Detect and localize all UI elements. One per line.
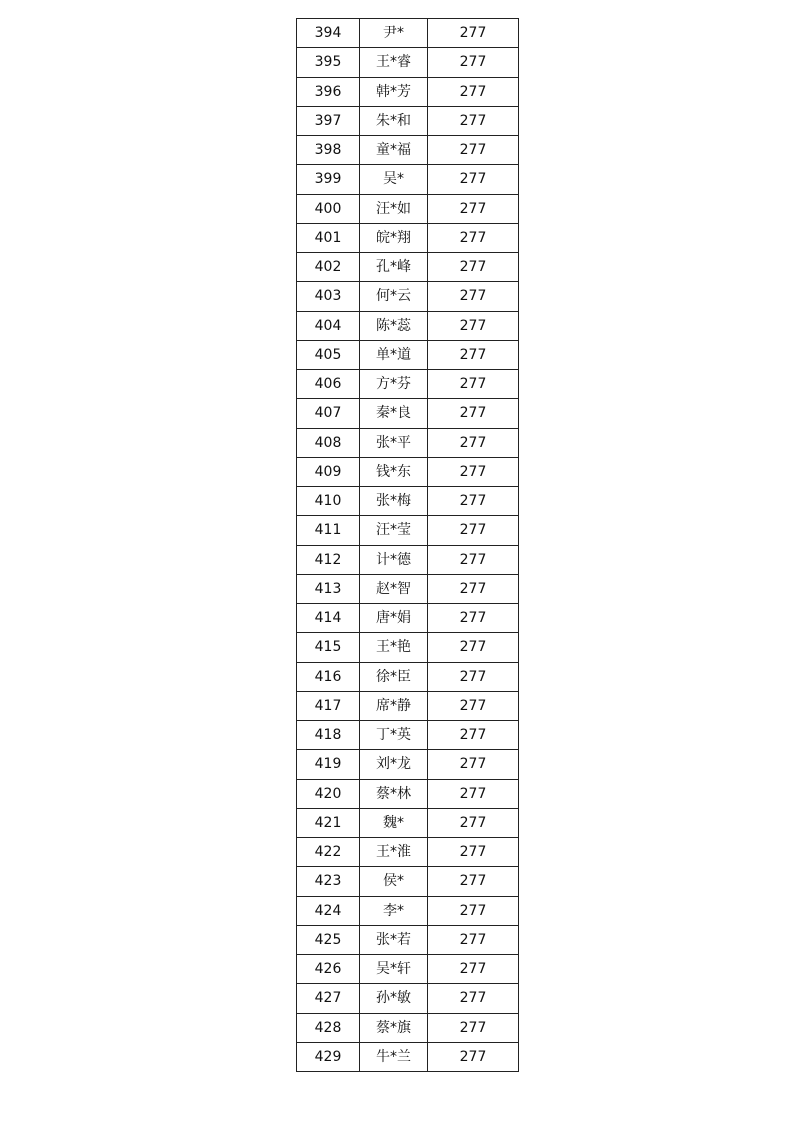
row-number-cell: 419 bbox=[297, 750, 360, 779]
score-cell: 277 bbox=[428, 574, 519, 603]
score-table bbox=[296, 18, 519, 1072]
name-cell: 侯* bbox=[360, 867, 428, 896]
name-cell: 朱*和 bbox=[360, 106, 428, 135]
name-cell: 何*云 bbox=[360, 282, 428, 311]
name-cell: 钱*东 bbox=[360, 457, 428, 486]
table-body bbox=[297, 19, 519, 1072]
table-row bbox=[297, 1013, 519, 1042]
table-row bbox=[297, 77, 519, 106]
score-cell: 277 bbox=[428, 399, 519, 428]
name-cell: 尹* bbox=[360, 19, 428, 48]
name-cell: 王*淮 bbox=[360, 838, 428, 867]
table-row bbox=[297, 311, 519, 340]
row-number-cell: 407 bbox=[297, 399, 360, 428]
row-number-cell: 395 bbox=[297, 48, 360, 77]
table-row bbox=[297, 984, 519, 1013]
table-row bbox=[297, 750, 519, 779]
row-number-cell: 425 bbox=[297, 925, 360, 954]
score-cell: 277 bbox=[428, 311, 519, 340]
score-cell: 277 bbox=[428, 808, 519, 837]
table-row bbox=[297, 838, 519, 867]
score-cell: 277 bbox=[428, 19, 519, 48]
score-cell: 277 bbox=[428, 48, 519, 77]
row-number-cell: 403 bbox=[297, 282, 360, 311]
row-number-cell: 399 bbox=[297, 165, 360, 194]
table-row bbox=[297, 604, 519, 633]
score-cell: 277 bbox=[428, 750, 519, 779]
score-cell: 277 bbox=[428, 662, 519, 691]
table-row bbox=[297, 48, 519, 77]
row-number-cell: 404 bbox=[297, 311, 360, 340]
score-cell: 277 bbox=[428, 223, 519, 252]
row-number-cell: 411 bbox=[297, 516, 360, 545]
table-row bbox=[297, 399, 519, 428]
name-cell: 韩*芳 bbox=[360, 77, 428, 106]
score-cell: 277 bbox=[428, 984, 519, 1013]
row-number-cell: 400 bbox=[297, 194, 360, 223]
name-cell: 陈*蕊 bbox=[360, 311, 428, 340]
table-row bbox=[297, 779, 519, 808]
table-row bbox=[297, 340, 519, 369]
row-number-cell: 397 bbox=[297, 106, 360, 135]
row-number-cell: 396 bbox=[297, 77, 360, 106]
table-row bbox=[297, 808, 519, 837]
score-cell: 277 bbox=[428, 194, 519, 223]
score-cell: 277 bbox=[428, 1013, 519, 1042]
row-number-cell: 405 bbox=[297, 340, 360, 369]
name-cell: 单*道 bbox=[360, 340, 428, 369]
score-cell: 277 bbox=[428, 1042, 519, 1071]
name-cell: 刘*龙 bbox=[360, 750, 428, 779]
row-number-cell: 423 bbox=[297, 867, 360, 896]
row-number-cell: 421 bbox=[297, 808, 360, 837]
table-row bbox=[297, 955, 519, 984]
name-cell: 秦*良 bbox=[360, 399, 428, 428]
name-cell: 唐*娟 bbox=[360, 604, 428, 633]
table-row bbox=[297, 487, 519, 516]
row-number-cell: 410 bbox=[297, 487, 360, 516]
table-row bbox=[297, 282, 519, 311]
score-cell: 277 bbox=[428, 340, 519, 369]
score-cell: 277 bbox=[428, 370, 519, 399]
score-cell: 277 bbox=[428, 457, 519, 486]
row-number-cell: 427 bbox=[297, 984, 360, 1013]
row-number-cell: 415 bbox=[297, 633, 360, 662]
name-cell: 方*芬 bbox=[360, 370, 428, 399]
score-cell: 277 bbox=[428, 545, 519, 574]
score-cell: 277 bbox=[428, 77, 519, 106]
row-number-cell: 398 bbox=[297, 136, 360, 165]
score-cell: 277 bbox=[428, 838, 519, 867]
name-cell: 赵*智 bbox=[360, 574, 428, 603]
score-cell: 277 bbox=[428, 165, 519, 194]
score-cell: 277 bbox=[428, 867, 519, 896]
name-cell: 孔*峰 bbox=[360, 253, 428, 282]
table-row bbox=[297, 691, 519, 720]
table-row bbox=[297, 223, 519, 252]
table-row bbox=[297, 574, 519, 603]
row-number-cell: 428 bbox=[297, 1013, 360, 1042]
row-number-cell: 413 bbox=[297, 574, 360, 603]
table-row bbox=[297, 721, 519, 750]
row-number-cell: 394 bbox=[297, 19, 360, 48]
table-row bbox=[297, 662, 519, 691]
score-cell: 277 bbox=[428, 633, 519, 662]
table-row bbox=[297, 633, 519, 662]
name-cell: 蔡*林 bbox=[360, 779, 428, 808]
name-cell: 魏* bbox=[360, 808, 428, 837]
score-cell: 277 bbox=[428, 253, 519, 282]
score-cell: 277 bbox=[428, 282, 519, 311]
name-cell: 张*若 bbox=[360, 925, 428, 954]
table-row bbox=[297, 516, 519, 545]
table-row bbox=[297, 19, 519, 48]
score-cell: 277 bbox=[428, 428, 519, 457]
name-cell: 张*平 bbox=[360, 428, 428, 457]
name-cell: 孙*敏 bbox=[360, 984, 428, 1013]
table-row bbox=[297, 253, 519, 282]
name-cell: 计*德 bbox=[360, 545, 428, 574]
name-cell: 汪*莹 bbox=[360, 516, 428, 545]
name-cell: 王*睿 bbox=[360, 48, 428, 77]
score-cell: 277 bbox=[428, 955, 519, 984]
row-number-cell: 402 bbox=[297, 253, 360, 282]
score-cell: 277 bbox=[428, 721, 519, 750]
name-cell: 童*福 bbox=[360, 136, 428, 165]
name-cell: 吴*轩 bbox=[360, 955, 428, 984]
table-row bbox=[297, 896, 519, 925]
score-cell: 277 bbox=[428, 925, 519, 954]
name-cell: 张*梅 bbox=[360, 487, 428, 516]
table-row bbox=[297, 1042, 519, 1071]
row-number-cell: 426 bbox=[297, 955, 360, 984]
table-row bbox=[297, 370, 519, 399]
row-number-cell: 409 bbox=[297, 457, 360, 486]
name-cell: 王*艳 bbox=[360, 633, 428, 662]
score-cell: 277 bbox=[428, 691, 519, 720]
row-number-cell: 406 bbox=[297, 370, 360, 399]
score-cell: 277 bbox=[428, 516, 519, 545]
name-cell: 丁*英 bbox=[360, 721, 428, 750]
table-row bbox=[297, 545, 519, 574]
table-row bbox=[297, 925, 519, 954]
row-number-cell: 414 bbox=[297, 604, 360, 633]
score-cell: 277 bbox=[428, 604, 519, 633]
row-number-cell: 422 bbox=[297, 838, 360, 867]
score-cell: 277 bbox=[428, 487, 519, 516]
row-number-cell: 412 bbox=[297, 545, 360, 574]
name-cell: 李* bbox=[360, 896, 428, 925]
table-row bbox=[297, 428, 519, 457]
name-cell: 徐*臣 bbox=[360, 662, 428, 691]
score-cell: 277 bbox=[428, 896, 519, 925]
name-cell: 吴* bbox=[360, 165, 428, 194]
score-cell: 277 bbox=[428, 106, 519, 135]
table-row bbox=[297, 165, 519, 194]
row-number-cell: 417 bbox=[297, 691, 360, 720]
row-number-cell: 418 bbox=[297, 721, 360, 750]
row-number-cell: 420 bbox=[297, 779, 360, 808]
row-number-cell: 429 bbox=[297, 1042, 360, 1071]
table-row bbox=[297, 136, 519, 165]
row-number-cell: 408 bbox=[297, 428, 360, 457]
row-number-cell: 416 bbox=[297, 662, 360, 691]
row-number-cell: 424 bbox=[297, 896, 360, 925]
table-row bbox=[297, 194, 519, 223]
table-row bbox=[297, 106, 519, 135]
name-cell: 蔡*旗 bbox=[360, 1013, 428, 1042]
name-cell: 皖*翔 bbox=[360, 223, 428, 252]
row-number-cell: 401 bbox=[297, 223, 360, 252]
score-cell: 277 bbox=[428, 136, 519, 165]
table-row bbox=[297, 457, 519, 486]
score-cell: 277 bbox=[428, 779, 519, 808]
name-cell: 席*静 bbox=[360, 691, 428, 720]
name-cell: 牛*兰 bbox=[360, 1042, 428, 1071]
table-row bbox=[297, 867, 519, 896]
name-cell: 汪*如 bbox=[360, 194, 428, 223]
